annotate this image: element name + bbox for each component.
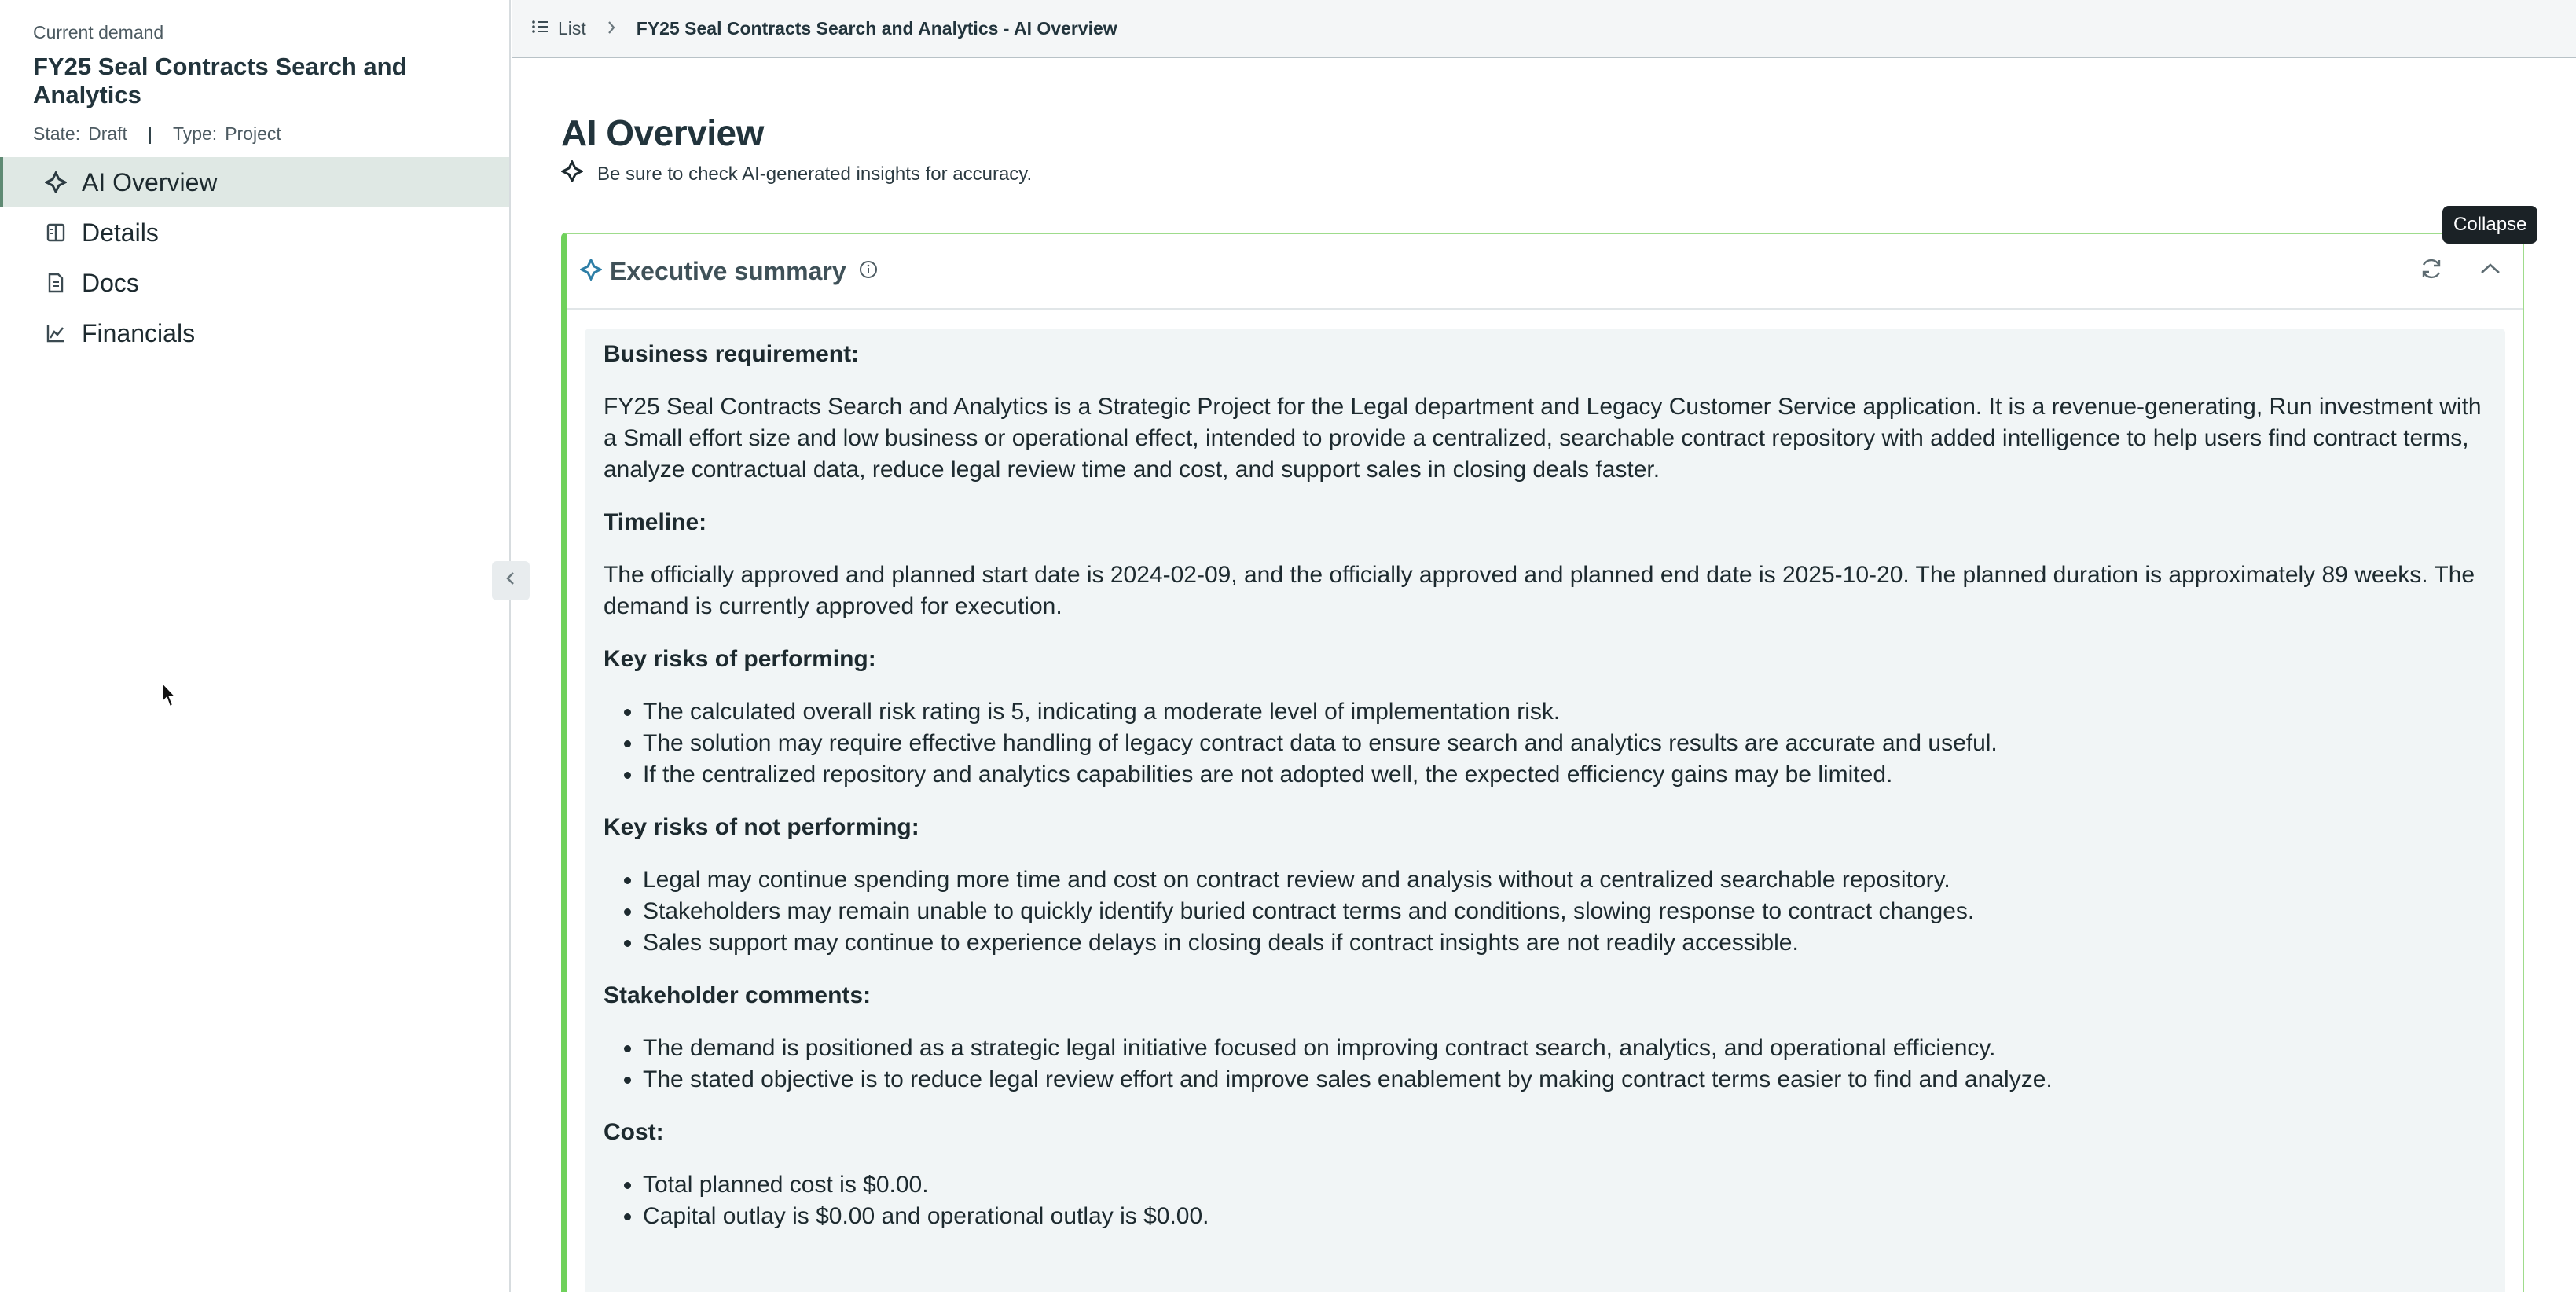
type-label: Type: [172,123,218,144]
list-item: • Sales support may continue to experience delays in closing deals if contract insights are not readily accessible. [643,927,2486,959]
list-item: • The demand is positioned as a strategic legal initiative focused on improving contract search, analytics, and operational efficiency. [643,1033,2486,1064]
nav-label: Financials [82,318,196,347]
list-item: • Total planned cost is $0.00. [643,1169,2486,1201]
collapse-sidebar-button[interactable] [492,561,530,600]
collapse-tooltip: Collapse [2442,206,2537,244]
section-heading: Key risks of not performing: [604,814,919,840]
list-item: • The calculated overall risk rating is 5, indicating a moderate level of implementation risk. [643,696,2486,728]
section-heading: Business requirement: [604,341,860,367]
mouse-cursor-icon [160,681,179,713]
meta-separator: | [147,123,152,144]
executive-summary-card [561,233,2524,1292]
nav-item-docs[interactable] [0,258,509,308]
stakeholder-comments-list [643,1033,2486,1096]
info-icon[interactable] [859,260,878,283]
nav-label: Details [82,218,159,247]
demand-meta [33,123,476,145]
disclaimer-text: Be sure to check AI-generated insights for accuracy. [597,163,1033,185]
list-item: • The stated objective is to reduce legal review effort and improve sales enablement by making contract terms easier to find and analyze. [643,1064,2486,1096]
nav-label: AI Overview [82,167,218,196]
book-icon [44,221,68,244]
chevron-left-icon [505,570,517,592]
demand-kicker: Current demand [33,22,164,42]
state-value: Draft [88,123,127,144]
sidebar [0,0,511,1292]
refresh-icon[interactable] [2419,256,2444,285]
risks-not-performing-list [643,864,2486,959]
document-icon [44,271,68,295]
ai-sparkle-icon [44,171,68,194]
card-actions [2419,256,2502,285]
state-label: State: [33,123,81,144]
section-heading: Cost: [604,1119,664,1145]
page-title: AI Overview [561,112,764,153]
nav-item-financials[interactable] [0,308,509,358]
ai-sparkle-icon [580,259,602,284]
risks-performing-list [643,696,2486,791]
ai-sparkle-icon [561,160,583,188]
section-heading: Stakeholder comments: [604,982,872,1008]
nav-item-ai-overview[interactable] [0,157,509,207]
section-paragraph: FY25 Seal Contracts Search and Analytics is a Strategic Project for the Legal department and Legacy Customer Service application. It is a revenue-generating, Run investment with a Small effort size and low business or operational effect, intended to provide a centralized, searchable contract repository with added intelligence to help users find contract terms, analyze contractual data, reduce legal review time and cost, and support sales in closing deals faster. [604,394,2482,483]
chevron-up-icon[interactable] [2479,261,2502,281]
breadcrumb-list-link[interactable] [531,18,586,39]
section-heading: Key risks of performing: [604,646,876,672]
card-header [567,234,2523,310]
summary-body [585,329,2505,1292]
list-icon [531,18,549,39]
nav-item-details[interactable] [0,207,509,258]
section-heading: Timeline: [604,509,707,535]
ai-disclaimer [561,160,2529,188]
card-title: Executive summary [610,256,846,285]
list-item: • Legal may continue spending more time and cost on contract review and analysis without a centralized searchable repository. [643,864,2486,896]
breadcrumb-list-label: List [558,17,586,39]
list-item: • Capital outlay is $0.00 and operational outlay is $0.00. [643,1201,2486,1232]
cost-list [643,1169,2486,1232]
breadcrumb-current: FY25 Seal Contracts Search and Analytics - AI Overview [636,17,1117,39]
nav-label: Docs [82,268,139,297]
chevron-right-icon [607,17,616,41]
type-value: Project [225,123,281,144]
list-item: • Stakeholders may remain unable to quickly identify buried contract terms and conditions, slowing response to contract changes. [643,896,2486,927]
breadcrumb [512,0,2576,58]
demand-title: FY25 Seal Contracts Search and Analytics [33,53,407,108]
list-item: • The solution may require effective handling of legacy contract data to ensure search and analytics results are accurate and useful. [643,728,2486,759]
section-paragraph: The officially approved and planned start date is 2024-02-09, and the officially approved and planned end date is 2025-10-20. The planned duration is approximately 89 weeks. The demand is currently approved for execution. [604,562,2475,619]
list-item: • If the centralized repository and analytics capabilities are not adopted well, the expected efficiency gains may be limited. [643,759,2486,791]
demand-header [0,0,509,157]
line-chart-icon [44,321,68,345]
